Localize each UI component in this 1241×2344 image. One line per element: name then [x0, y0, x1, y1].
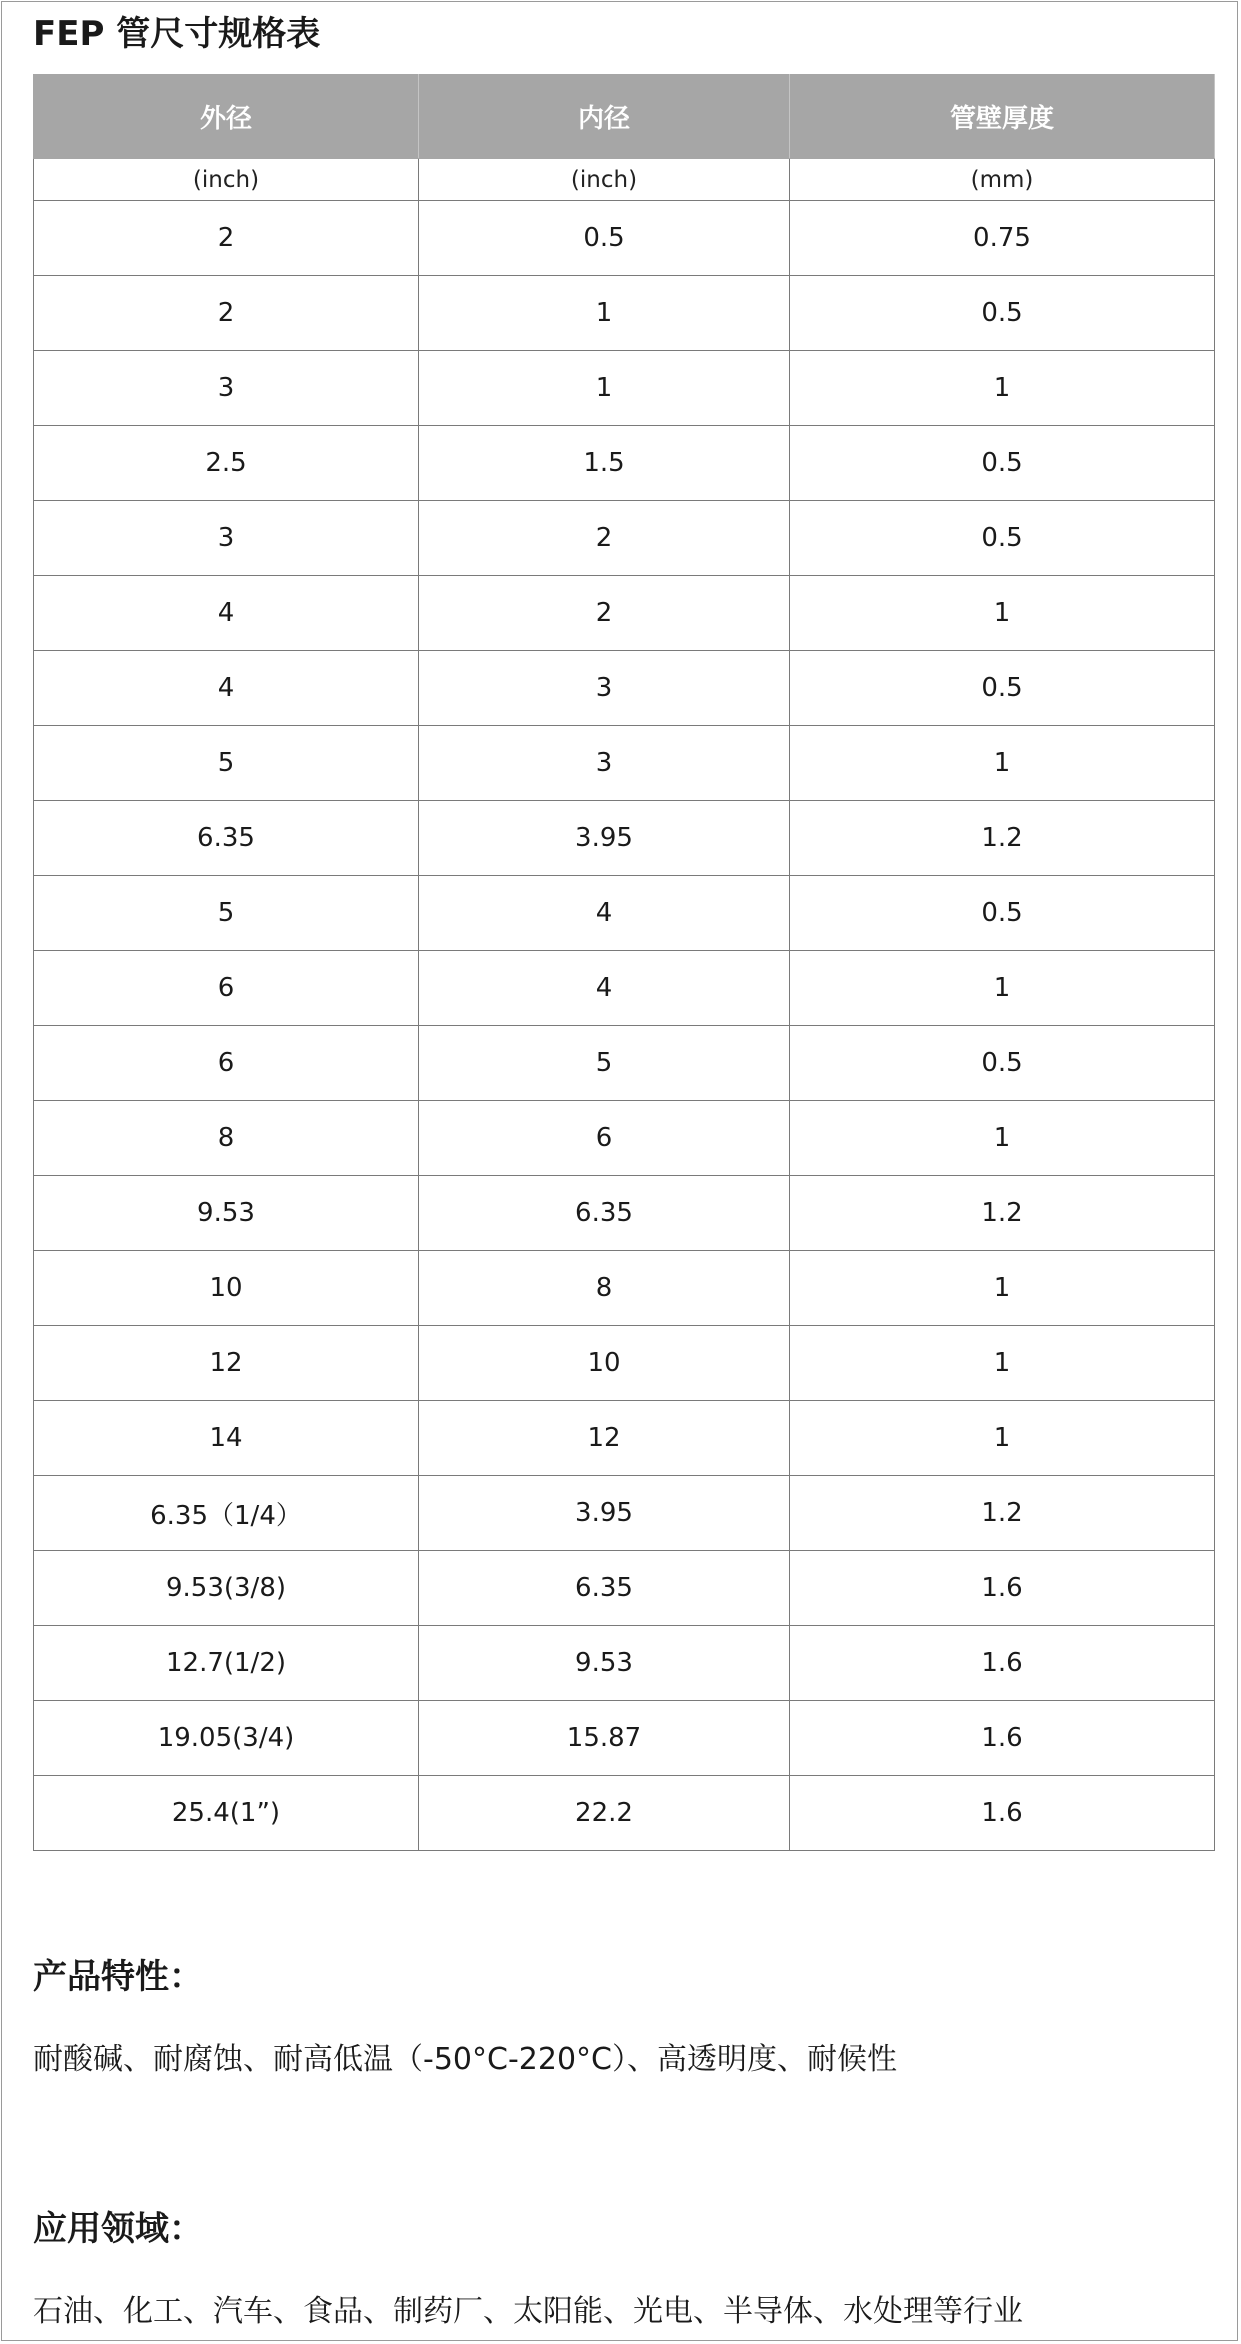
cell-outer-diameter: 6.35（1/4）: [34, 1476, 419, 1551]
table-row: [34, 1251, 1215, 1326]
cell-inner-diameter: 3: [419, 651, 790, 726]
cell-wall-thickness: 0.5: [790, 426, 1215, 501]
cell-wall-thickness: 1.2: [790, 801, 1215, 876]
table-row: [34, 1476, 1215, 1551]
cell-outer-diameter: 12: [34, 1326, 419, 1401]
table-row: [34, 726, 1215, 801]
cell-outer-diameter: 3: [34, 351, 419, 426]
cell-inner-diameter: 3.95: [419, 1476, 790, 1551]
cell-wall-thickness: 1.6: [790, 1701, 1215, 1776]
applications-text: 石油、化工、汽车、食品、制药厂、太阳能、光电、半导体、水处理等行业: [33, 2294, 1023, 2329]
cell-wall-thickness: 0.5: [790, 876, 1215, 951]
cell-outer-diameter: 9.53: [34, 1176, 419, 1251]
unit-inner-diameter: (inch): [419, 159, 790, 201]
table-row: [34, 576, 1215, 651]
cell-inner-diameter: 4: [419, 876, 790, 951]
cell-inner-diameter: 1: [419, 351, 790, 426]
table-row: [34, 1401, 1215, 1476]
table-row: [34, 1176, 1215, 1251]
cell-outer-diameter: 2: [34, 201, 419, 276]
cell-outer-diameter: 6.35: [34, 801, 419, 876]
table-body: [34, 201, 1215, 1851]
table-units-row: [34, 159, 1215, 201]
cell-inner-diameter: 6: [419, 1101, 790, 1176]
cell-wall-thickness: 0.75: [790, 201, 1215, 276]
cell-inner-diameter: 2: [419, 501, 790, 576]
cell-wall-thickness: 1: [790, 726, 1215, 801]
features-text: 耐酸碱、耐腐蚀、耐高低温（-50°C-220°C）、高透明度、耐候性: [33, 2042, 897, 2077]
cell-inner-diameter: 0.5: [419, 201, 790, 276]
table-row: [34, 651, 1215, 726]
cell-outer-diameter: 2: [34, 276, 419, 351]
cell-inner-diameter: 1: [419, 276, 790, 351]
cell-outer-diameter: 2.5: [34, 426, 419, 501]
table-row: [34, 426, 1215, 501]
table-row: [34, 1101, 1215, 1176]
cell-outer-diameter: 8: [34, 1101, 419, 1176]
cell-inner-diameter: 6.35: [419, 1551, 790, 1626]
cell-outer-diameter: 6: [34, 1026, 419, 1101]
table-row: [34, 1776, 1215, 1851]
table-row: [34, 876, 1215, 951]
unit-outer-diameter: (inch): [34, 159, 419, 201]
header-inner-diameter: 内径: [419, 75, 790, 159]
cell-wall-thickness: 1: [790, 351, 1215, 426]
table-row: [34, 201, 1215, 276]
table-row: [34, 1026, 1215, 1101]
cell-inner-diameter: 6.35: [419, 1176, 790, 1251]
cell-outer-diameter: 6: [34, 951, 419, 1026]
cell-outer-diameter: 4: [34, 651, 419, 726]
cell-inner-diameter: 9.53: [419, 1626, 790, 1701]
cell-inner-diameter: 2: [419, 576, 790, 651]
spec-table: [33, 74, 1215, 1851]
table-header-row: [34, 75, 1215, 159]
cell-inner-diameter: 5: [419, 1026, 790, 1101]
cell-inner-diameter: 8: [419, 1251, 790, 1326]
header-outer-diameter: 外径: [34, 75, 419, 159]
cell-inner-diameter: 4: [419, 951, 790, 1026]
cell-wall-thickness: 1: [790, 1251, 1215, 1326]
table-row: [34, 1551, 1215, 1626]
table-row: [34, 1326, 1215, 1401]
features-heading: 产品特性：: [33, 1957, 203, 1997]
table-row: [34, 951, 1215, 1026]
cell-outer-diameter: 14: [34, 1401, 419, 1476]
cell-wall-thickness: 1.2: [790, 1176, 1215, 1251]
applications-heading: 应用领域：: [33, 2209, 203, 2249]
cell-outer-diameter: 9.53(3/8): [34, 1551, 419, 1626]
cell-outer-diameter: 4: [34, 576, 419, 651]
cell-wall-thickness: 1.6: [790, 1626, 1215, 1701]
cell-wall-thickness: 0.5: [790, 501, 1215, 576]
cell-wall-thickness: 1: [790, 1401, 1215, 1476]
cell-wall-thickness: 1: [790, 951, 1215, 1026]
table-row: [34, 1701, 1215, 1776]
cell-inner-diameter: 15.87: [419, 1701, 790, 1776]
cell-wall-thickness: 0.5: [790, 276, 1215, 351]
cell-outer-diameter: 12.7(1/2): [34, 1626, 419, 1701]
cell-outer-diameter: 19.05(3/4): [34, 1701, 419, 1776]
unit-wall-thickness: (mm): [790, 159, 1215, 201]
cell-inner-diameter: 12: [419, 1401, 790, 1476]
cell-wall-thickness: 1: [790, 1326, 1215, 1401]
cell-wall-thickness: 1.2: [790, 1476, 1215, 1551]
cell-inner-diameter: 22.2: [419, 1776, 790, 1851]
cell-outer-diameter: 10: [34, 1251, 419, 1326]
cell-wall-thickness: 1: [790, 576, 1215, 651]
cell-inner-diameter: 10: [419, 1326, 790, 1401]
cell-wall-thickness: 0.5: [790, 651, 1215, 726]
cell-wall-thickness: 1: [790, 1101, 1215, 1176]
cell-inner-diameter: 1.5: [419, 426, 790, 501]
table-row: [34, 501, 1215, 576]
table-row: [34, 276, 1215, 351]
table-row: [34, 351, 1215, 426]
cell-outer-diameter: 5: [34, 876, 419, 951]
cell-wall-thickness: 1.6: [790, 1551, 1215, 1626]
cell-outer-diameter: 25.4(1”): [34, 1776, 419, 1851]
cell-outer-diameter: 3: [34, 501, 419, 576]
table-row: [34, 1626, 1215, 1701]
cell-outer-diameter: 5: [34, 726, 419, 801]
cell-inner-diameter: 3: [419, 726, 790, 801]
cell-inner-diameter: 3.95: [419, 801, 790, 876]
cell-wall-thickness: 0.5: [790, 1026, 1215, 1101]
page-title: FEP 管尺寸规格表: [33, 14, 321, 54]
header-wall-thickness: 管壁厚度: [790, 75, 1215, 159]
cell-wall-thickness: 1.6: [790, 1776, 1215, 1851]
table-row: [34, 801, 1215, 876]
